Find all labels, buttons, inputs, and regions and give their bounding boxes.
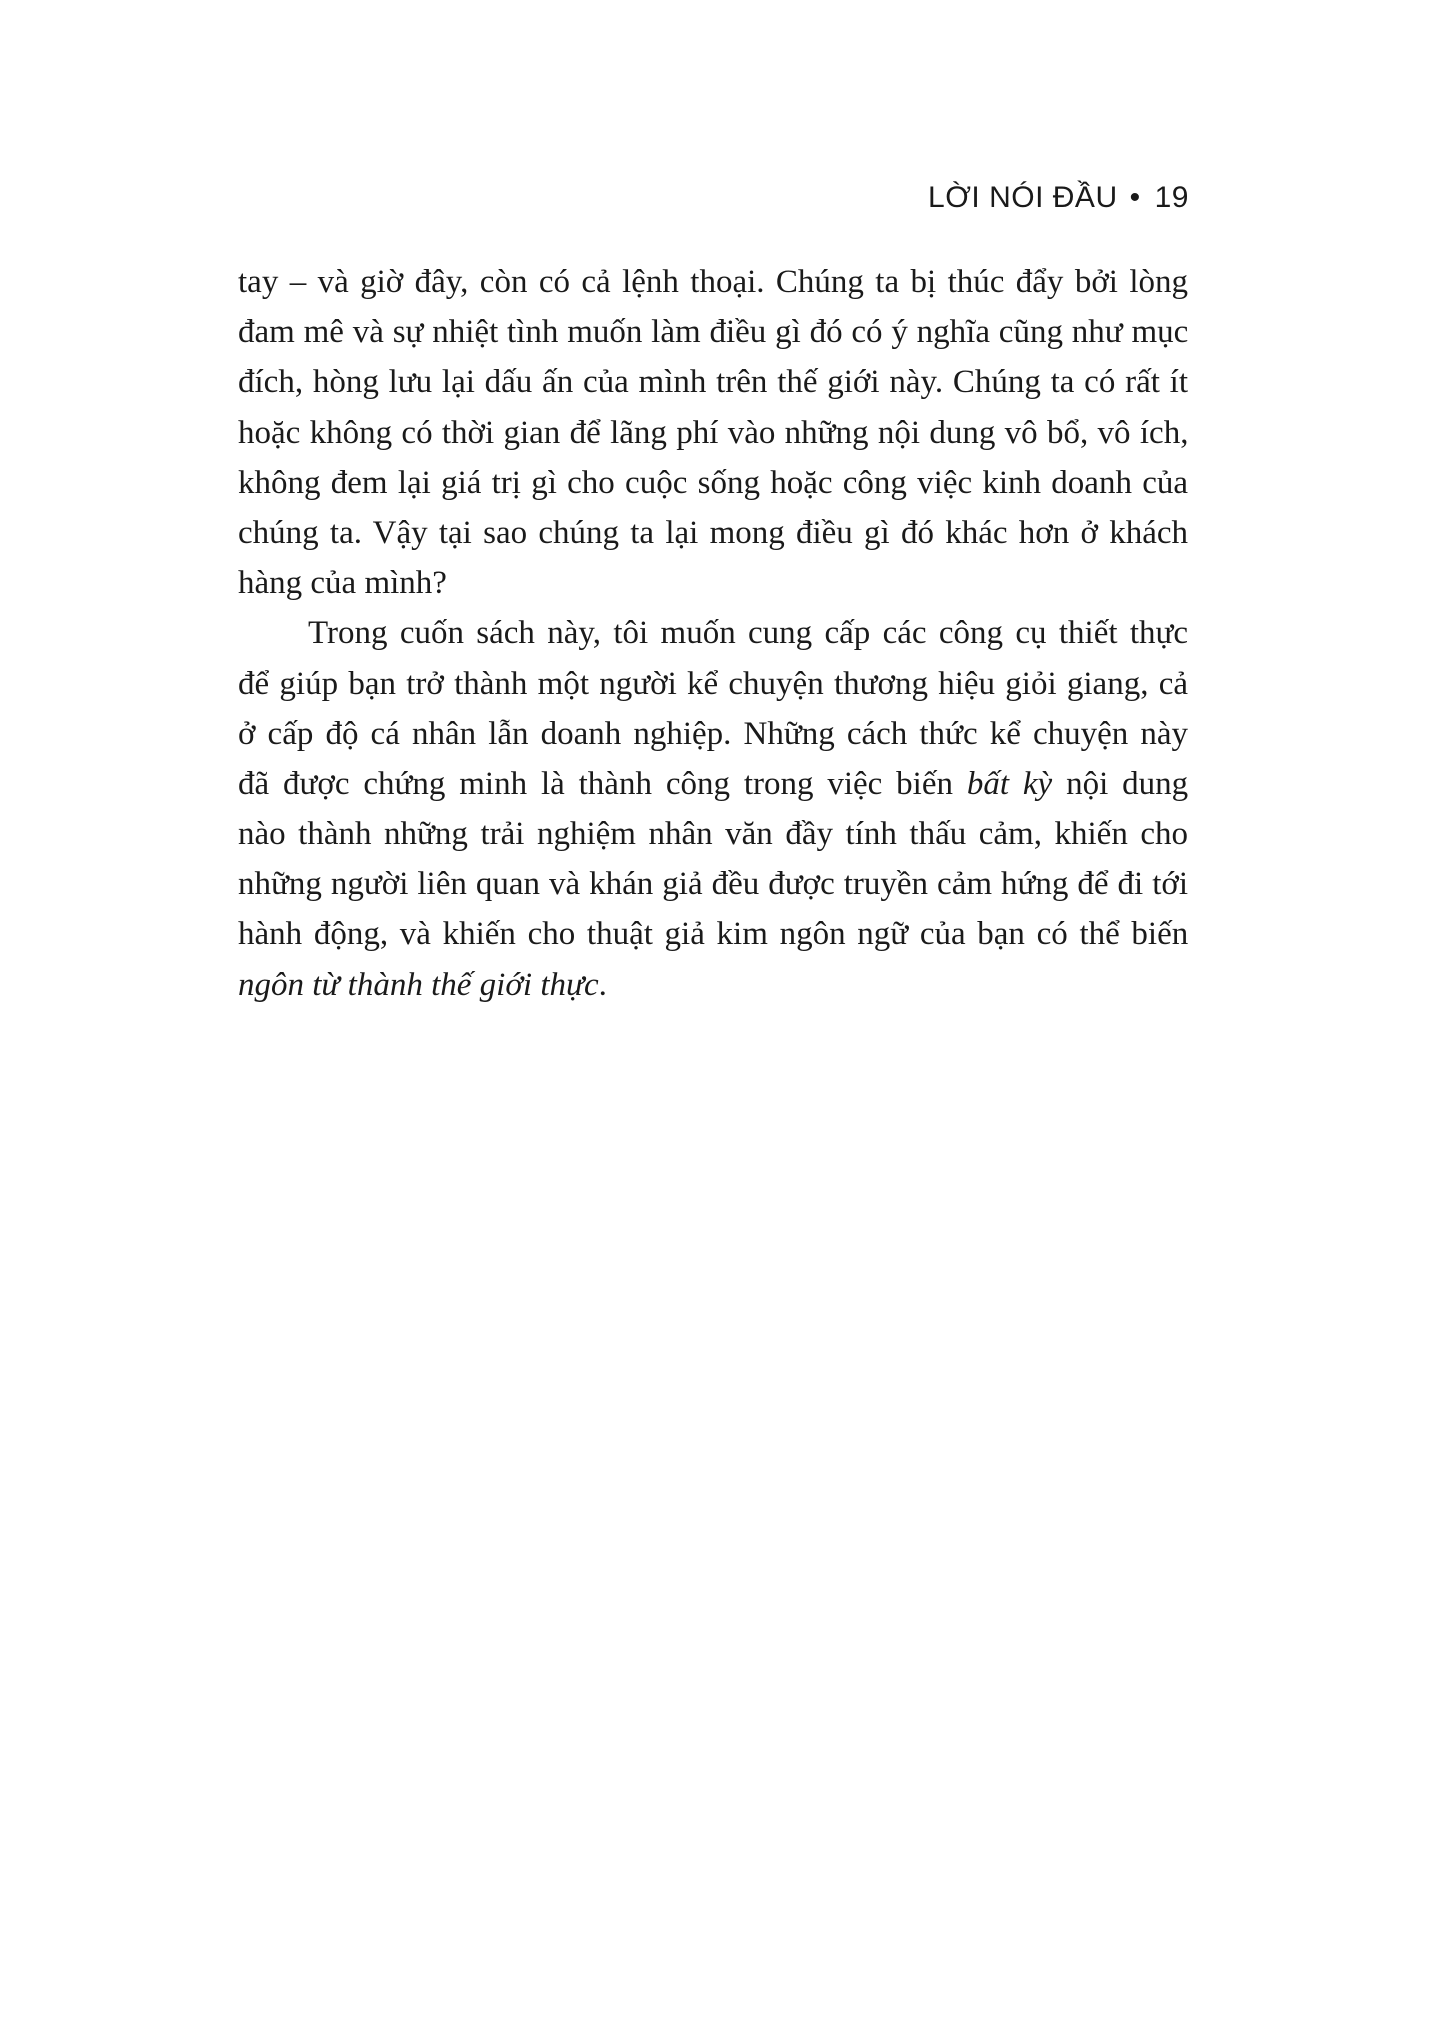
paragraph-1 (238, 257, 1188, 608)
text-line: ở cấp độ cá nhân lẫn doanh nghiệp. Những cách thức kể chuyện này (238, 715, 1188, 752)
chapter-title: LỜI NÓI ĐẦU (928, 181, 1118, 214)
body-text (238, 257, 1188, 1010)
header-separator: • (1129, 181, 1141, 214)
text-line (238, 960, 1188, 1010)
text-line: những người liên quan và khán giả đều được truyền cảm hứng để đi tới (238, 866, 1188, 903)
text-line (238, 759, 1188, 809)
italic-emphasis: bất kỳ (966, 765, 1053, 802)
page-number: 19 (1154, 181, 1189, 214)
text-line: hoặc không có thời gian để lãng phí vào những nội dung vô bổ, vô ích, (238, 414, 1189, 451)
text-run: . (598, 966, 607, 1003)
text-line: hàng của mình? (238, 565, 447, 602)
text-line: chúng ta. Vậy tại sao chúng ta lại mong điều gì đó khác hơn ở khách (238, 514, 1188, 551)
text-line: để giúp bạn trở thành một người kể chuyện thương hiệu giỏi giang, cả (238, 665, 1188, 702)
paragraph-2 (238, 608, 1188, 1010)
text-line: nào thành những trải nghiệm nhân văn đầy tính thấu cảm, khiến cho (238, 816, 1188, 853)
italic-emphasis: ngôn từ thành thế giới thực (238, 966, 599, 1003)
text-run: đã được chứng minh là thành công trong việc biến (238, 765, 967, 802)
text-run: nội dung (1052, 765, 1189, 802)
text-line: không đem lại giá trị gì cho cuộc sống hoặc công việc kinh doanh của (238, 464, 1188, 501)
text-line: đam mê và sự nhiệt tình muốn làm điều gì đó có ý nghĩa cũng như mục (238, 314, 1189, 351)
text-line: tay – và giờ đây, còn có cả lệnh thoại. Chúng ta bị thúc đẩy bởi lòng (238, 264, 1188, 300)
text-line: đích, hòng lưu lại dấu ấn của mình trên thế giới này. Chúng ta có rất ít (238, 364, 1188, 401)
text-line: hành động, và khiến cho thuật giả kim ngôn ngữ của bạn có thể biến (238, 916, 1189, 953)
running-header (928, 178, 1189, 218)
text-line: Trong cuốn sách này, tôi muốn cung cấp các công cụ thiết thực (308, 615, 1189, 652)
